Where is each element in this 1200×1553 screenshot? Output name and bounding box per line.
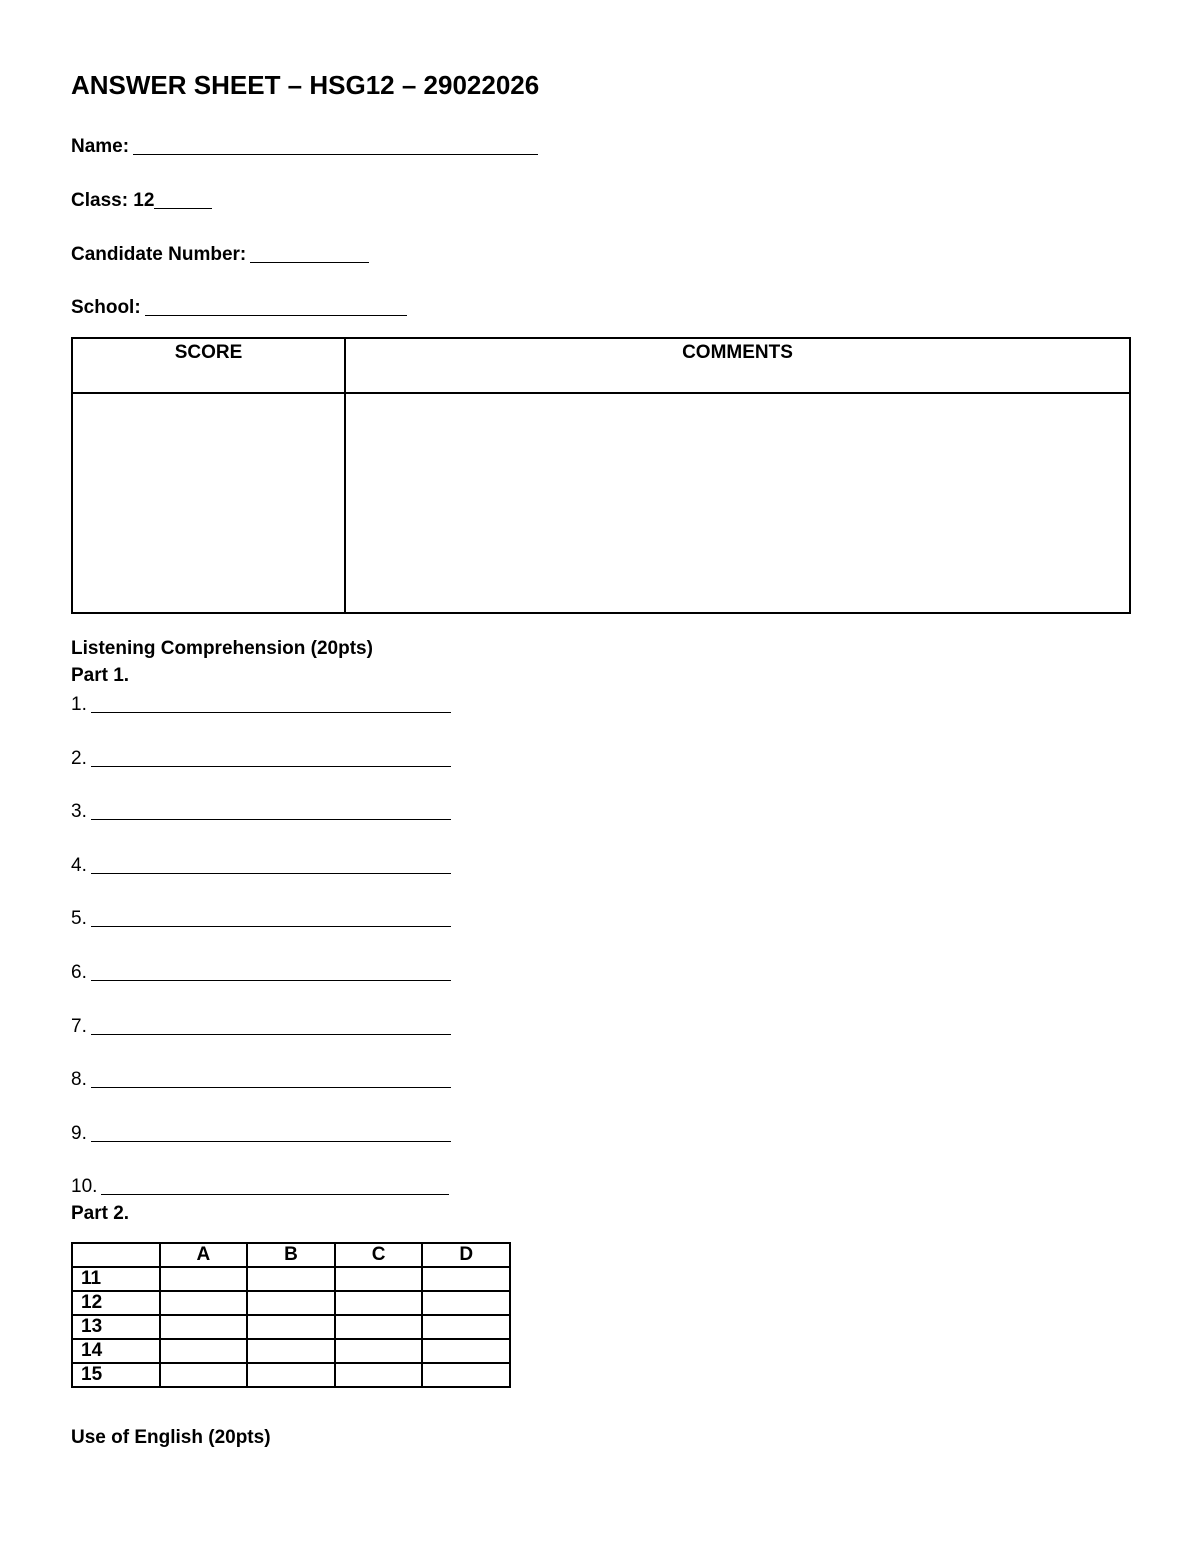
answer-number: 3. [71, 801, 87, 822]
answer-line [71, 908, 451, 930]
answer-line [71, 1016, 451, 1038]
grid-cell[interactable] [247, 1363, 335, 1387]
grid-header-row [72, 1243, 510, 1267]
grid-row [72, 1291, 510, 1315]
answer-number: 7. [71, 1016, 87, 1037]
grid-row [72, 1363, 510, 1387]
grid-column-a: A [160, 1243, 248, 1267]
grid-cell[interactable] [335, 1363, 423, 1387]
grid-cell[interactable] [160, 1363, 248, 1387]
answer-blank[interactable] [91, 818, 451, 820]
answer-line [71, 1176, 449, 1198]
class-field [71, 190, 212, 212]
grid-row [72, 1315, 510, 1339]
class-label: Class: 12 [71, 190, 155, 211]
grid-row-label: 15 [72, 1363, 160, 1387]
answer-number: 9. [71, 1123, 87, 1144]
grid-cell[interactable] [247, 1291, 335, 1315]
grid-cell[interactable] [335, 1291, 423, 1315]
answer-blank[interactable] [91, 1140, 451, 1142]
answer-number: 10. [71, 1176, 98, 1197]
score-cell[interactable] [72, 393, 345, 613]
grid-corner-cell [72, 1243, 160, 1267]
grid-cell[interactable] [160, 1267, 248, 1291]
candidate-number-blank[interactable] [250, 261, 369, 263]
grid-cell[interactable] [160, 1339, 248, 1363]
grid-row-label: 11 [72, 1267, 160, 1291]
grid-row-label: 12 [72, 1291, 160, 1315]
answer-number: 2. [71, 748, 87, 769]
grid-cell[interactable] [160, 1315, 248, 1339]
answer-line [71, 855, 451, 877]
answer-line [71, 801, 451, 823]
grid-cell[interactable] [335, 1267, 423, 1291]
name-field [71, 136, 538, 158]
grid-row-label: 14 [72, 1339, 160, 1363]
grid-column-c: C [335, 1243, 423, 1267]
answer-line [71, 694, 451, 716]
name-label: Name: [71, 136, 130, 157]
answer-number: 6. [71, 962, 87, 983]
grid-cell[interactable] [422, 1315, 510, 1339]
grid-row [72, 1267, 510, 1291]
school-label: School: [71, 297, 141, 318]
use-of-english-title: Use of English (20pts) [71, 1427, 271, 1448]
grid-cell[interactable] [335, 1339, 423, 1363]
answer-blank[interactable] [91, 979, 451, 981]
candidate-number-field [71, 244, 369, 266]
answer-number: 5. [71, 908, 87, 929]
grid-cell[interactable] [422, 1267, 510, 1291]
score-header: SCORE [72, 338, 345, 393]
grid-cell[interactable] [335, 1315, 423, 1339]
answer-line [71, 962, 451, 984]
answer-blank[interactable] [91, 765, 451, 767]
answer-line [71, 1069, 451, 1091]
comments-cell[interactable] [345, 393, 1130, 613]
answer-line [71, 748, 451, 770]
grid-cell[interactable] [247, 1339, 335, 1363]
answer-blank[interactable] [91, 1086, 451, 1088]
candidate-number-label: Candidate Number: [71, 244, 247, 265]
comments-header: COMMENTS [345, 338, 1130, 393]
name-blank[interactable] [133, 153, 538, 155]
part2-answer-grid [71, 1242, 511, 1388]
page-title: ANSWER SHEET – HSG12 – 29022026 [71, 70, 540, 100]
part2-title: Part 2. [71, 1203, 130, 1224]
answer-blank[interactable] [91, 925, 451, 927]
listening-title: Listening Comprehension (20pts) [71, 638, 373, 659]
grid-cell[interactable] [422, 1339, 510, 1363]
grid-column-b: B [247, 1243, 335, 1267]
answer-blank[interactable] [91, 872, 451, 874]
grid-row-label: 13 [72, 1315, 160, 1339]
grid-cell[interactable] [422, 1291, 510, 1315]
grid-column-d: D [422, 1243, 510, 1267]
answer-number: 1. [71, 694, 87, 715]
class-blank[interactable] [154, 207, 212, 209]
answer-number: 4. [71, 855, 87, 876]
school-blank[interactable] [145, 314, 407, 316]
answer-blank[interactable] [101, 1193, 449, 1195]
grid-cell[interactable] [422, 1363, 510, 1387]
answer-blank[interactable] [91, 1033, 451, 1035]
grid-cell[interactable] [247, 1315, 335, 1339]
answer-blank[interactable] [91, 711, 451, 713]
answer-number: 8. [71, 1069, 87, 1090]
grid-cell[interactable] [247, 1267, 335, 1291]
part1-title: Part 1. [71, 665, 130, 686]
answer-line [71, 1123, 451, 1145]
score-comments-table [71, 337, 1131, 614]
grid-cell[interactable] [160, 1291, 248, 1315]
grid-row [72, 1339, 510, 1363]
school-field [71, 297, 407, 319]
